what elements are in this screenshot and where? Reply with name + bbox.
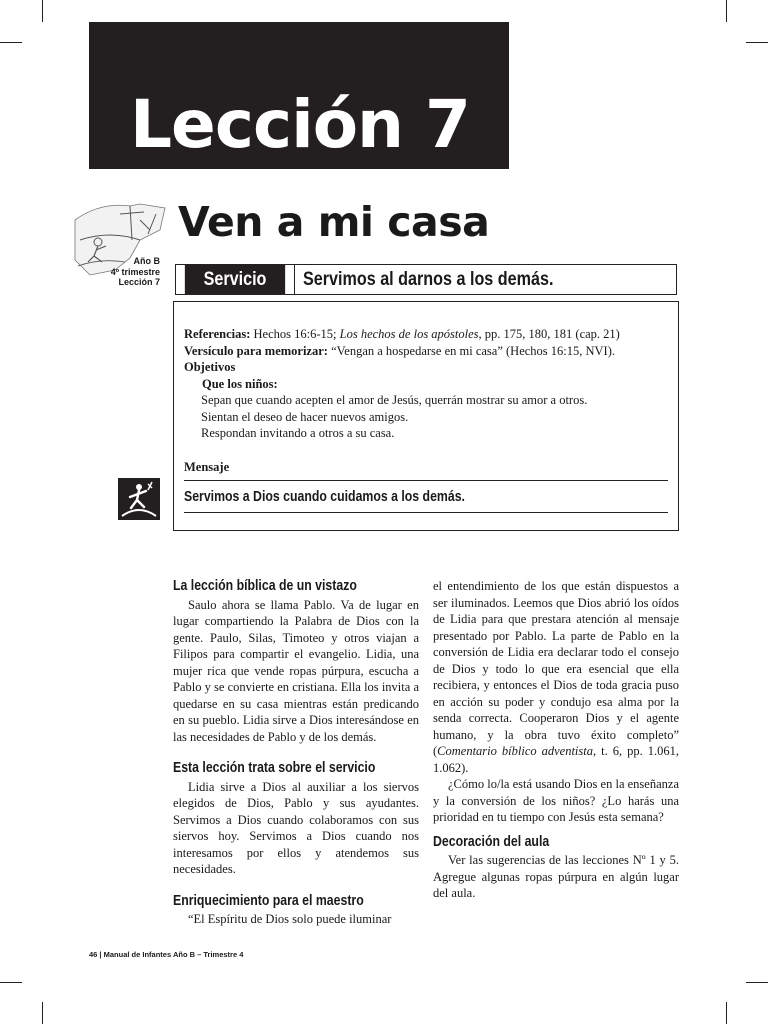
right-column (433, 578, 679, 902)
message-text (184, 488, 527, 505)
service-label: Servicio (185, 265, 285, 294)
year-info (98, 256, 160, 288)
crop-mark (746, 42, 768, 43)
reflection-paragraph: ¿Cómo lo/la está usando Dios en la enseñanza y la conversión de los niños? ¿Lo harás una prioridad en tu tiempo con Jesús esta semana? (433, 777, 679, 824)
service-text (294, 265, 676, 294)
section-heading-enrichment (173, 893, 419, 910)
message-divider (184, 512, 668, 513)
section-heading-decoration (433, 834, 679, 851)
service-bar (175, 264, 677, 295)
page-footer: 46 | Manual de Infantes Año B – Trimestre 4 (89, 950, 244, 959)
memory-verse-label: Versículo para memorizar: (184, 343, 328, 358)
references-pages: , pp. 175, 180, 181 (cap. 21) (478, 327, 620, 341)
section-heading-service (173, 760, 419, 777)
service-icon (118, 478, 160, 520)
crop-mark (0, 982, 22, 983)
trimester-label: 4º trimestre (110, 266, 160, 277)
page-number: 46 (89, 950, 98, 959)
enrichment-quote: el entendimiento de los que están dispuestos a ser iluminados. Leemos que Dios abrió los oídos de Lidia para que prestara atención al mensaje presentado por Pablo. La parte de Pablo en la conversión de Lidia era declarar todo el consejo de Dios y todo lo que era esencial que ella recibiera, y entonces el Dios de toda gracia puso en acción su poder y condujo esa alma por la senda correcta. Cooperaron Dios y el agente humano, y la obra tuvo éxito completo” ( (433, 579, 679, 758)
left-column (173, 578, 419, 928)
decoration-paragraph: Ver las sugerencias de las lecciones Nº 1 y 5. Agregue algunas ropas púrpura en algún lugar del aula. (433, 853, 679, 900)
heading-text: Esta lección trata sobre el servicio (173, 759, 376, 776)
footer-text: Manual de Infantes Año B – Trimestre 4 (103, 950, 244, 959)
service-text-content: Servimos al darnos a los demás. (303, 268, 554, 290)
section-heading-overview (173, 578, 419, 595)
overview-paragraph: Saulo ahora se llama Pablo. Va de lugar en lugar compartiendo la Palabra de Dios con la gente. Paulo, Silas, Timoteo y otros viajan a Filipos para compartir el evangelio. Lidia, una mujer rica que vende ropas púrpura, escucha a Pablo y se convierte en cristiana. Ella los invita a quedarse en su casa mientras están predicando en su pueblo. Lidia sirve a Dios interesándose en las necesidades de Pablo y de los demás. (173, 597, 419, 744)
objective-item: Sientan el deseo de hacer nuevos amigos. (201, 409, 409, 424)
service-paragraph: Lidia sirve a Dios al auxiliar a los siervos elegidos de Dios, Pablo y sus ayudantes. Servimos a Dios cuando colaboramos con sus siervos hoy. Servimos a Dios cuando nos interesamos por ellos y atendemos sus necesidades. (173, 779, 419, 876)
enrichment-continued-paragraph (433, 578, 679, 776)
crop-mark (42, 1002, 43, 1024)
references-book: Los hechos de los apóstoles (339, 327, 479, 341)
message-label: Mensaje (184, 460, 230, 474)
objective-item: Sepan que cuando acepten el amor de Jesús, querrán mostrar su amor a otros. (201, 393, 588, 407)
commentary-pages: , t. 6, pp. 1.061, 1.062). (433, 744, 679, 775)
heading-text: Decoración del aula (433, 832, 550, 850)
crop-mark (726, 1002, 727, 1024)
objectives-label: Objetivos (184, 360, 236, 374)
crop-mark (746, 982, 768, 983)
info-box (173, 301, 679, 531)
commentary-title: Comentario bíblico adventista (437, 744, 593, 758)
references-label: Referencias: (184, 327, 251, 341)
crop-mark (726, 0, 727, 22)
heading-text: La lección bíblica de un vistazo (173, 577, 357, 594)
message-divider (184, 480, 668, 481)
memory-verse-text: “Vengan a hospedarse en mi casa” (Hechos 16:15, NVI). (327, 343, 616, 358)
crop-mark (42, 0, 43, 22)
heading-text: Enriquecimiento para el maestro (173, 891, 364, 909)
objectives-intro: Que los niños: (202, 376, 278, 391)
objective-item: Respondan invitando a otros a su casa. (201, 426, 395, 440)
info-content (184, 326, 620, 442)
references-line (184, 326, 620, 343)
memory-verse-line (184, 343, 620, 360)
references-text: Hechos 16:6-15; (250, 327, 340, 341)
lesson-label: Lección 7 (118, 277, 160, 287)
crop-mark (0, 42, 22, 43)
message-text-content: Servimos a Dios cuando cuidamos a los demás. (184, 488, 465, 505)
enrichment-paragraph: “El Espíritu de Dios solo puede iluminar (188, 912, 392, 926)
year-label: Año B (133, 256, 160, 266)
lesson-title: Lección 7 (130, 86, 470, 163)
lesson-subtitle: Ven a mi casa (178, 198, 490, 246)
